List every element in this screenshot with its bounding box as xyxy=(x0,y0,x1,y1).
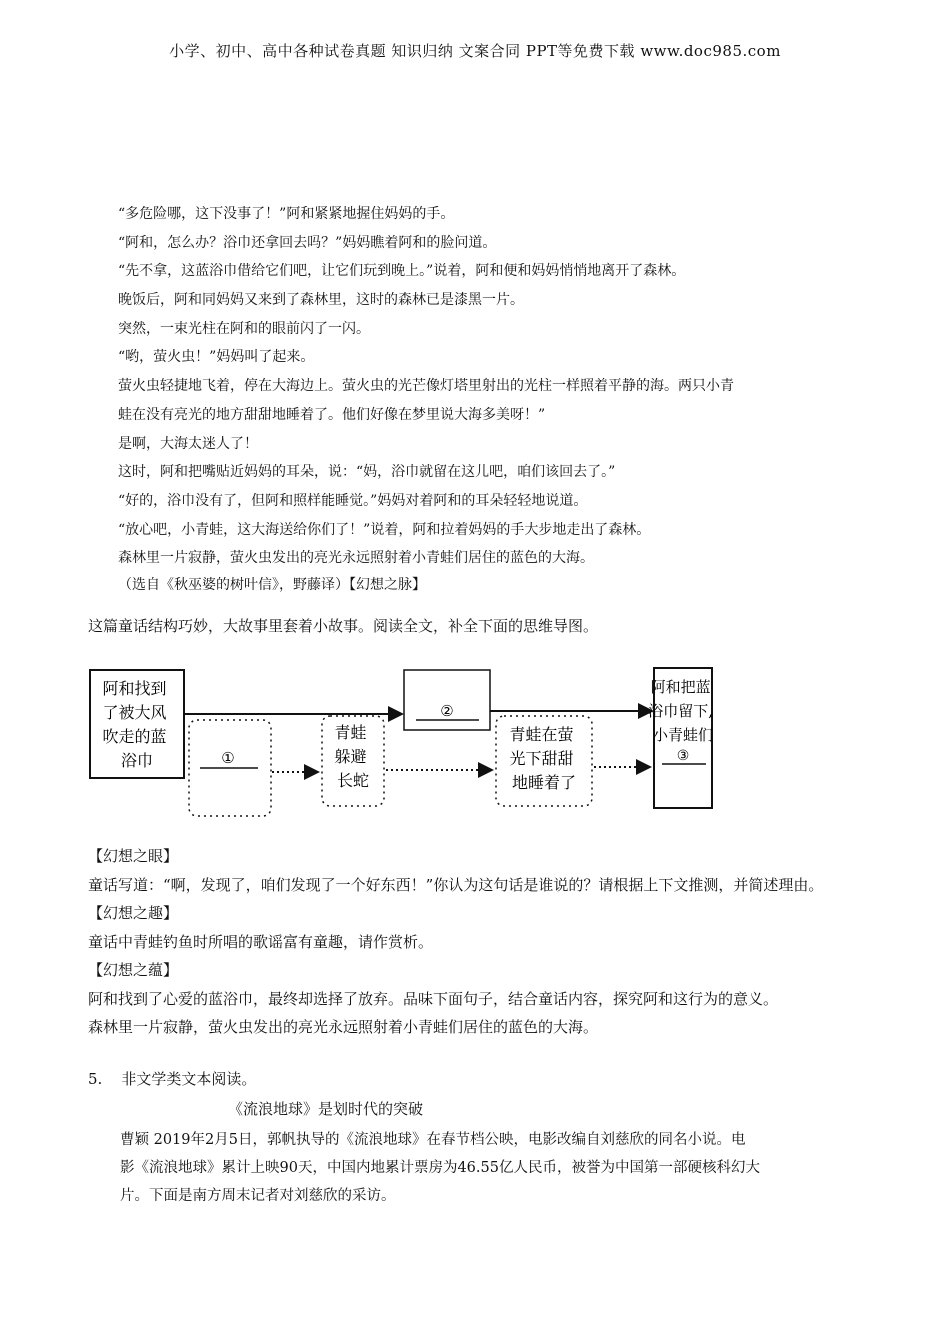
questions-block xyxy=(88,842,878,1042)
blank-2-marker: ② xyxy=(440,702,454,720)
story-line: 蛙在没有亮光的地方甜甜地睡着了。他们好像在梦里说大海多美呀！” xyxy=(118,406,546,423)
end-box-line: 浴巾留下, xyxy=(648,702,713,720)
question-heading: 【幻想之蕴】 xyxy=(88,961,179,979)
question-5-label: 非文学类文本阅读。 xyxy=(121,1070,257,1088)
story-line: “放心吧，小青蛙，这大海送给你们了！”说着，阿和拉着妈妈的手大步地走出了森林。 xyxy=(118,521,651,538)
story-line: “阿和，怎么办？浴巾还拿回去吗？”妈妈瞧着阿和的脸问道。 xyxy=(118,234,497,251)
mind-map-diagram xyxy=(86,662,726,822)
story-line: 是啊，大海太迷人了！ xyxy=(118,435,258,452)
question-body: 阿和找到了心爱的蓝浴巾，最终却选择了放弃。品味下面句子，结合童话内容，探究阿和这行为的意义。 xyxy=(88,989,779,1008)
svg-text:阿和把蓝 浴巾留下, 小青蛙们 xyxy=(648,678,718,744)
story-line: “多危险哪，这下没事了！”阿和紧紧地握住妈妈的手。 xyxy=(118,206,455,222)
article-line: 曹颖 2019年2月5日，郭帆执导的《流浪地球》在春节档公映，电影改编自刘慈欣的同名小说。电 xyxy=(120,1132,746,1148)
article-title: 《流浪地球》是划时代的突破 xyxy=(228,1100,424,1118)
story-line: 这时，阿和把嘴贴近妈妈的耳朵，说：“妈，浴巾就留在这儿吧，咱们该回去了。” xyxy=(118,464,616,481)
frog-box-2-line: 青蛙在萤 xyxy=(509,725,574,744)
article-text xyxy=(120,1126,880,1210)
article-line: 片。下面是南方周末记者对刘慈欣的采访。 xyxy=(120,1188,396,1204)
instruction-block xyxy=(88,612,878,641)
start-box-line: 了被大风 xyxy=(102,703,167,722)
story-line: “好的，浴巾没有了，但阿和照样能睡觉。”妈妈对着阿和的耳朵轻轻地说道。 xyxy=(118,492,588,509)
svg-text:青蛙 躲避 长蛇 xyxy=(334,723,371,790)
question-5 xyxy=(88,1068,256,1089)
frog-box-1-line: 长蛇 xyxy=(336,771,370,790)
end-box-line: 阿和把蓝 xyxy=(650,678,711,696)
question-heading: 【幻想之眼】 xyxy=(88,847,179,865)
story-line: 突然，一束光柱在阿和的眼前闪了一闪。 xyxy=(118,320,370,337)
article-line: 影《流浪地球》累计上映90天，中国内地累计票房为46.55亿人民币，被誉为中国第一部硬核科幻大 xyxy=(120,1160,760,1176)
end-box-line: 小青蛙们 xyxy=(652,726,714,744)
question-body: 童话中青蛙钓鱼时所唱的歌谣富有童趣，请作赏析。 xyxy=(88,932,434,951)
question-body: 森林里一片寂静，萤火虫发出的亮光永远照射着小青蛙们居住的蓝色的大海。 xyxy=(88,1018,599,1036)
frog-box-2-line: 光下甜甜 xyxy=(509,749,574,768)
story-source: （选自《秋巫婆的树叶信》，野藤译）【幻想之脉】 xyxy=(118,576,426,593)
story-line: 萤火虫轻捷地飞着，停在大海边上。萤火虫的光芒像灯塔里射出的光柱一样照着平静的海。两只小青 xyxy=(118,378,734,395)
story-line: 晚饭后，阿和同妈妈又来到了森林里，这时的森林已是漆黑一片。 xyxy=(118,292,524,309)
start-box-line: 浴巾 xyxy=(120,751,154,770)
blank-1-marker: ① xyxy=(221,749,235,767)
frog-box-1-line: 青蛙 xyxy=(334,723,367,742)
story-line: “哟，萤火虫！”妈妈叫了起来。 xyxy=(118,349,315,366)
start-box-line: 阿和找到 xyxy=(102,679,167,698)
blank-3-marker: ③ xyxy=(676,748,690,764)
question-heading: 【幻想之趣】 xyxy=(88,904,179,922)
story-line: “先不拿，这蓝浴巾借给它们吧，让它们玩到晚上。”说着，阿和便和妈妈悄悄地离开了森林。 xyxy=(118,263,686,280)
question-body: 童话写道：“啊，发现了，咱们发现了一个好东西！”你认为这句话是谁说的？请根据上下文推测，并简述理由。 xyxy=(88,875,824,894)
page-header: 小学、初中、高中各种试卷真题 知识归纳 文案合同 PPT等免费下载 www.doc985.com xyxy=(169,42,781,60)
frog-box-2-line: 地睡着了 xyxy=(511,773,577,792)
question-5-number: 5. xyxy=(88,1070,103,1088)
story-line: 森林里一片寂静，萤火虫发出的亮光永远照射着小青蛙们居住的蓝色的大海。 xyxy=(118,550,594,567)
blank-box-2 xyxy=(404,670,490,730)
start-box-line: 吹走的蓝 xyxy=(102,727,167,746)
frog-box-1-line: 躲避 xyxy=(334,747,367,766)
svg-text:青蛙在萤 光下甜甜 地睡着了 xyxy=(509,725,578,792)
story-text xyxy=(118,200,878,598)
instruction-text: 这篇童话结构巧妙，大故事里套着小故事。阅读全文，补全下面的思维导图。 xyxy=(88,617,599,635)
